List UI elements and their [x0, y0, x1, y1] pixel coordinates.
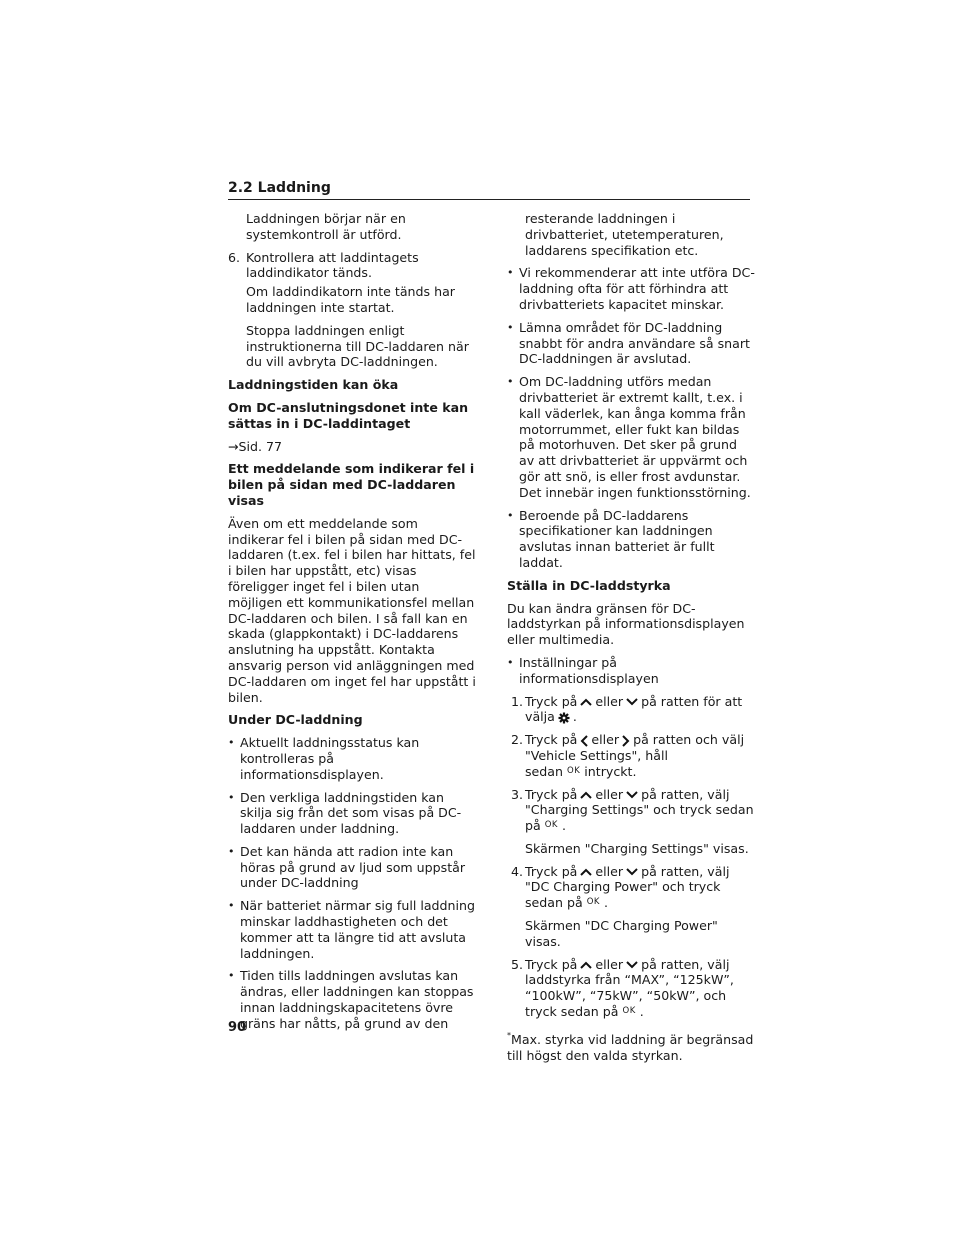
paragraph: Du kan ändra gränsen för DC-laddstyrkan på informationsdisplayen eller multimedia. [507, 600, 745, 648]
step-2: 2. Tryck på eller på ratten och välj "Vehicle Settings", håll sedan $^{OK}$ intryckt. [511, 732, 745, 779]
list-item: • Den verkliga laddningstiden kan skilja sig från det som visas på DC-laddaren under laddning. [228, 790, 476, 837]
paragraph: Laddningen börjar när en systemkontroll är utförd. [246, 211, 406, 242]
right-column [507, 211, 755, 1070]
left-column [228, 211, 476, 1039]
step-note: Skärmen "DC Charging Power" visas. [525, 918, 718, 949]
step-4: 4. Tryck på eller på ratten, välj "DC Charging Power" och tryck sedan på $^{OK}$ . [511, 863, 730, 911]
step-note: Skärmen "Charging Settings" visas. [525, 840, 749, 856]
ok-icon: OK [586, 897, 600, 908]
step-3: 3. Tryck på eller på ratten, välj "Charging Settings" och tryck sedan på $^{OK}$ . [511, 786, 754, 834]
chevron-down-icon [626, 961, 638, 969]
subheading: Laddningstiden kan öka [228, 377, 399, 393]
list-item: • Beroende på DC-laddarens specifikationer kan laddningen avslutas innan batteriet är fullt laddat. [507, 508, 755, 571]
chevron-down-icon [626, 698, 638, 706]
list-item: • Vi rekommenderar att inte utföra DC-laddning ofta för att förhindra att drivbatteriets kapacitet minskar. [507, 265, 755, 312]
page-number: 90 [228, 1020, 247, 1035]
footnote: *Max. styrka vid laddning är begränsad till högst den valda styrkan. [507, 1030, 754, 1063]
chevron-up-icon [580, 868, 592, 876]
chevron-right-icon [622, 735, 630, 747]
subheading: Under DC-laddning [228, 712, 363, 728]
gear-icon [558, 712, 570, 724]
step-number: 6. [228, 249, 241, 265]
step-1: 1. Tryck på eller på ratten för att välja . [511, 693, 743, 725]
paragraph: resterande laddningen i drivbatteriet, utetemperaturen, laddarens specifikation etc. [525, 211, 724, 258]
chevron-down-icon [626, 791, 638, 799]
paragraph: Om laddindikatorn inte tänds har laddningen inte startat. [246, 284, 455, 315]
list-item: • Om DC-laddning utförs medan drivbatteriet är extremt kallt, t.ex. i kall väderlek, kan ånga komma från motorrummet, eller fukt kan bildas på motorhuven. Det sker på grund av att drivbatteriet är uppvärmt och gör att snö, is eller frost avdunstar. Det innebär ingen funktionsstörning. [507, 374, 755, 500]
step-6 [228, 250, 476, 282]
paragraph: Stoppa laddningen enligt instruktionerna till DC-laddaren när du vill avbryta DC-laddningen. [246, 322, 469, 370]
step-text: Kontrollera att laddintagets laddindikator tänds. [246, 249, 419, 281]
subheading: Ställa in DC-laddstyrka [507, 577, 671, 593]
chevron-up-icon [580, 791, 592, 799]
ok-icon: OK [567, 765, 581, 776]
chevron-up-icon [580, 698, 592, 706]
chevron-up-icon [580, 961, 592, 969]
list-item: • Tiden tills laddningen avslutas kan ändras, eller laddningen kan stoppas innan laddningskapacitetens övre gräns har nåtts, på grund av den [228, 968, 476, 1031]
paragraph: Även om ett meddelande som indikerar fel i bilen på sidan med DC-laddaren (t.ex. fel i bilen har hittats, fel i bilen har uppstått, etc) visas föreligger inget fel i bilen utan möjligen ett kommunikationsfel mellan DC-laddaren och bilen. I så fall kan en skada (glappkontakt) i DC-laddarens anslutning ha uppstått. Kontakta ansvarig person vid anläggningen med DC-laddaren om inget fel har uppstått i bilen. [228, 515, 476, 705]
page-reference: →Sid. 77 [228, 438, 283, 454]
section-heading: 2.2 Laddning [228, 180, 750, 200]
list-item: • Aktuellt laddningsstatus kan kontrolleras på informationsdisplayen. [228, 735, 476, 782]
chevron-down-icon [626, 868, 638, 876]
step-5: 5. Tryck på eller på ratten, välj laddstyrka från “MAX”, “125kW”, “100kW”, “75kW”, “50kW”, och tryck sedan på $^{OK}$ . [511, 956, 734, 1020]
footnote-mark: * [507, 1030, 511, 1040]
list-item: • Det kan hända att radion inte kan höras på grund av ljud som uppstår under DC-laddning [228, 844, 476, 891]
subheading: Om DC-anslutningsdonet inte kan sättas in i DC-laddintaget [228, 399, 469, 431]
ok-icon: OK [544, 820, 558, 831]
list-item: • Lämna området för DC-laddning snabbt för andra användare så snart DC-laddningen är avslutad. [507, 320, 755, 367]
list-item: • När batteriet närmar sig full laddning minskar laddhastigheten och det kommer att ta längre tid att avsluta laddningen. [228, 898, 476, 961]
chevron-left-icon [580, 735, 588, 747]
ok-icon: OK [622, 1006, 636, 1017]
subheading: Ett meddelande som indikerar fel i bilen på sidan med DC-laddaren visas [228, 461, 475, 508]
list-item: • Inställningar på informationsdisplayen [507, 655, 755, 687]
